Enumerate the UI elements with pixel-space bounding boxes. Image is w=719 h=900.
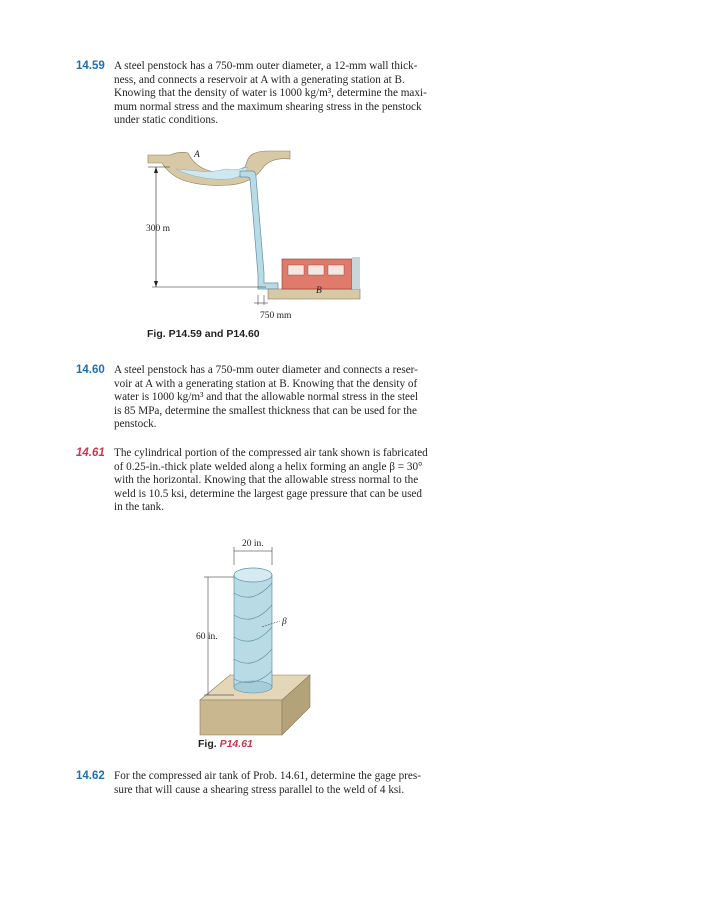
problem-text bbox=[114, 447, 444, 515]
problem-14-62 bbox=[76, 770, 444, 797]
height-label: 60 in. bbox=[196, 632, 218, 642]
text-line: The cylindrical portion of the compressed air tank shown is fabricated bbox=[114, 447, 428, 459]
problem-number: 14.62 bbox=[76, 770, 105, 782]
text-line: penstock. bbox=[114, 418, 157, 431]
station-window bbox=[308, 265, 324, 275]
tank-top-cap bbox=[234, 568, 272, 582]
text-line: ness, and connects a reservoir at A with a generating station at B. bbox=[114, 73, 405, 86]
figure-caption: Fig. P14.59 and P14.60 bbox=[147, 328, 260, 340]
text-line: weld is 10.5 ksi, determine the largest gage pressure that can be used bbox=[114, 487, 422, 500]
base-front bbox=[200, 700, 282, 735]
figure-caption bbox=[198, 738, 253, 750]
penstock-pipe bbox=[240, 171, 278, 289]
text-line: under static conditions. bbox=[114, 114, 219, 127]
diameter-label: 750 mm bbox=[260, 311, 292, 321]
height-label: 300 m bbox=[146, 224, 171, 234]
text-line: of 0.25-in.-thick plate welded along a helix forming an angle β = 30° bbox=[114, 460, 423, 473]
text-line: is 85 MPa, determine the smallest thickness that can be used for the bbox=[114, 404, 417, 417]
caption-prefix: Fig. bbox=[198, 738, 220, 750]
station-shade bbox=[352, 257, 360, 289]
penstock-figure bbox=[140, 145, 370, 325]
beta-label: β bbox=[282, 617, 287, 627]
text-line: voir at A with a generating station at B. Knowing that the density of bbox=[114, 377, 418, 390]
station-ground bbox=[268, 289, 360, 299]
text-line: Knowing that the density of water is 1000 kg/m³, determine the maxi- bbox=[114, 87, 427, 100]
caption-number: P14.61 bbox=[219, 738, 253, 750]
reservoir-ground bbox=[148, 151, 290, 185]
problem-14-61 bbox=[76, 447, 444, 515]
text-line: A steel penstock has a 750-mm outer diameter, a 12-mm wall thick- bbox=[114, 60, 418, 72]
problem-number: 14.59 bbox=[76, 60, 105, 72]
problem-text bbox=[114, 364, 444, 432]
text-line: in the tank. bbox=[114, 501, 165, 514]
width-label: 20 in. bbox=[242, 539, 264, 549]
text-line: sure that will cause a shearing stress parallel to the weld of 4 ksi. bbox=[114, 783, 405, 796]
station-window bbox=[288, 265, 304, 275]
arrowhead-down bbox=[154, 281, 158, 287]
text-line: with the horizontal. Knowing that the allowable stress normal to the bbox=[114, 474, 419, 487]
problem-14-59 bbox=[76, 60, 444, 128]
problem-text bbox=[114, 60, 444, 128]
tank-cylinder bbox=[234, 575, 272, 687]
arrowhead-up bbox=[154, 167, 158, 173]
air-tank-figure bbox=[190, 535, 320, 735]
tank-bottom bbox=[234, 681, 272, 693]
problem-14-60 bbox=[76, 364, 444, 432]
text-line: water is 1000 kg/m³ and that the allowable normal stress in the steel bbox=[114, 391, 419, 404]
point-b-label: B bbox=[316, 286, 322, 296]
text-line: A steel penstock has a 750-mm outer diameter and connects a reser- bbox=[114, 364, 418, 376]
text-line: mum normal stress and the maximum shearing stress in the penstock bbox=[114, 100, 422, 113]
problem-text bbox=[114, 770, 444, 797]
text-line: For the compressed air tank of Prob. 14.61, determine the gage pres- bbox=[114, 770, 421, 782]
point-a-label: A bbox=[194, 150, 200, 160]
station-window bbox=[328, 265, 344, 275]
problem-number: 14.60 bbox=[76, 364, 105, 376]
problem-number: 14.61 bbox=[76, 447, 105, 459]
